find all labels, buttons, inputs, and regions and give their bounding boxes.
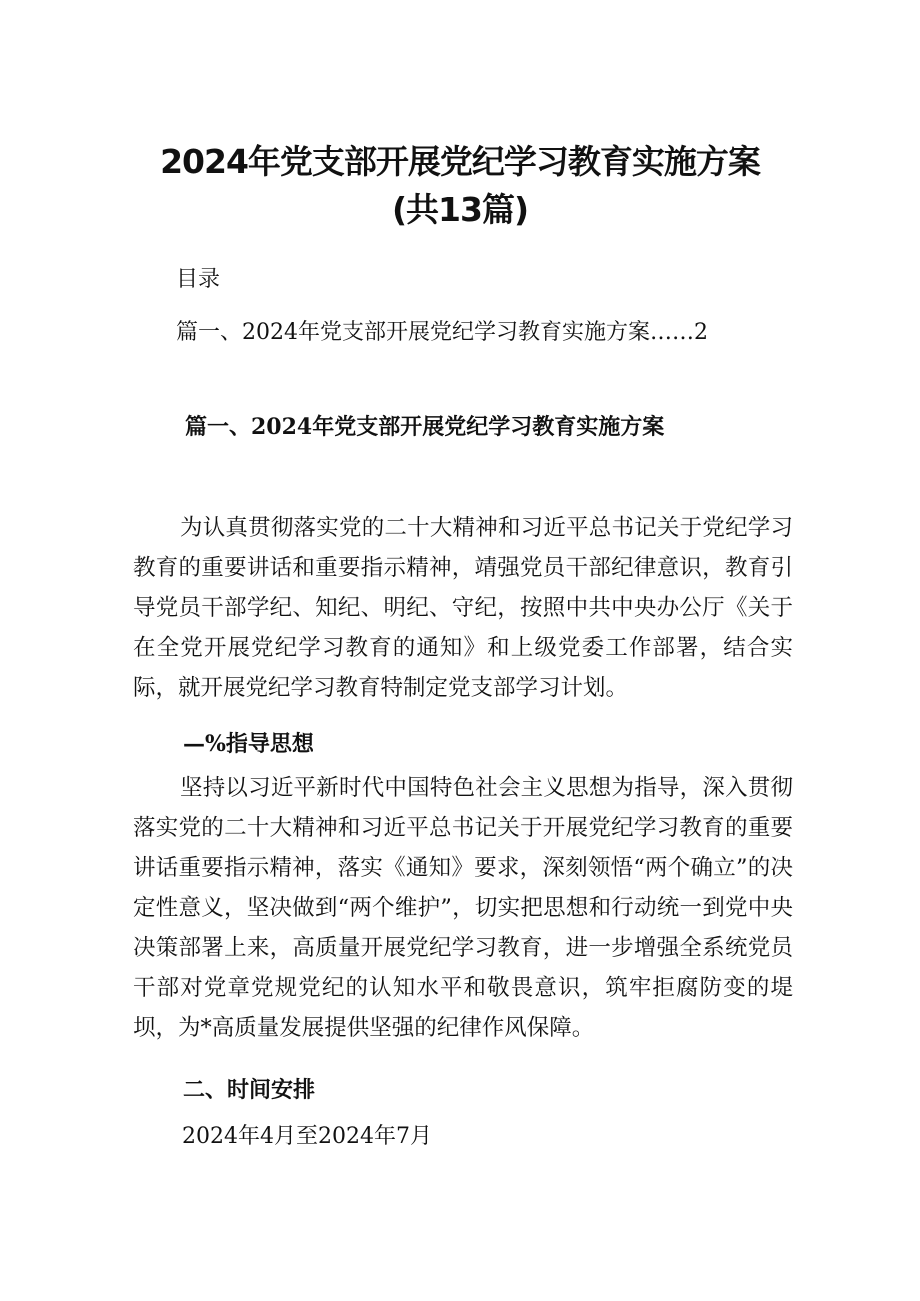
subheading-guiding-ideology: —%指导思想 [183, 731, 314, 757]
toc-label: 目录 [176, 267, 221, 292]
toc-item: 篇一、2024年党支部开展党纪学习教育实施方案……2 [176, 320, 708, 345]
subheading-schedule: 二、时间安排 [183, 1077, 316, 1103]
document-title-count: (共13篇) [391, 190, 529, 229]
guiding-ideology-paragraph: 坚持以习近平新时代中国特色社会主义思想为指导，深入贯彻落实党的二十大精神和习近平总书记关于开展党纪学习教育的重要讲话重要指示精神，落实《通知》要求，深刻领悟“两个确立”的决定性意义，坚决做到“两个维护”，切实把思想和行动统一到党中央决策部署上来，高质量开展党纪学习教育，进一步增强全系统党员干部对党章党规党纪的认知水平和敬畏意识，筑牢拒腐防变的堤坝，为*高质量发展提供坚强的纪律作风保障。 [133, 775, 793, 1041]
document-title: 2024年党支部开展党纪学习教育实施方案 [160, 142, 760, 181]
intro-paragraph: 为认真贯彻落实党的二十大精神和习近平总书记关于党纪学习教育的重要讲话和重要指示精神，靖强党员干部纪律意识，教育引导党员干部学纪、知纪、明纪、守纪，按照中共中央办公厅《关于在全党开展党纪学习教育的通知》和上级党委工作部署，结合实际，就开展党纪学习教育特制定党支部学习计划。 [133, 515, 793, 701]
schedule-time-range: 2024年4月至2024年7月 [182, 1124, 432, 1149]
section-heading: 篇一、2024年党支部开展党纪学习教育实施方案 [185, 414, 665, 440]
